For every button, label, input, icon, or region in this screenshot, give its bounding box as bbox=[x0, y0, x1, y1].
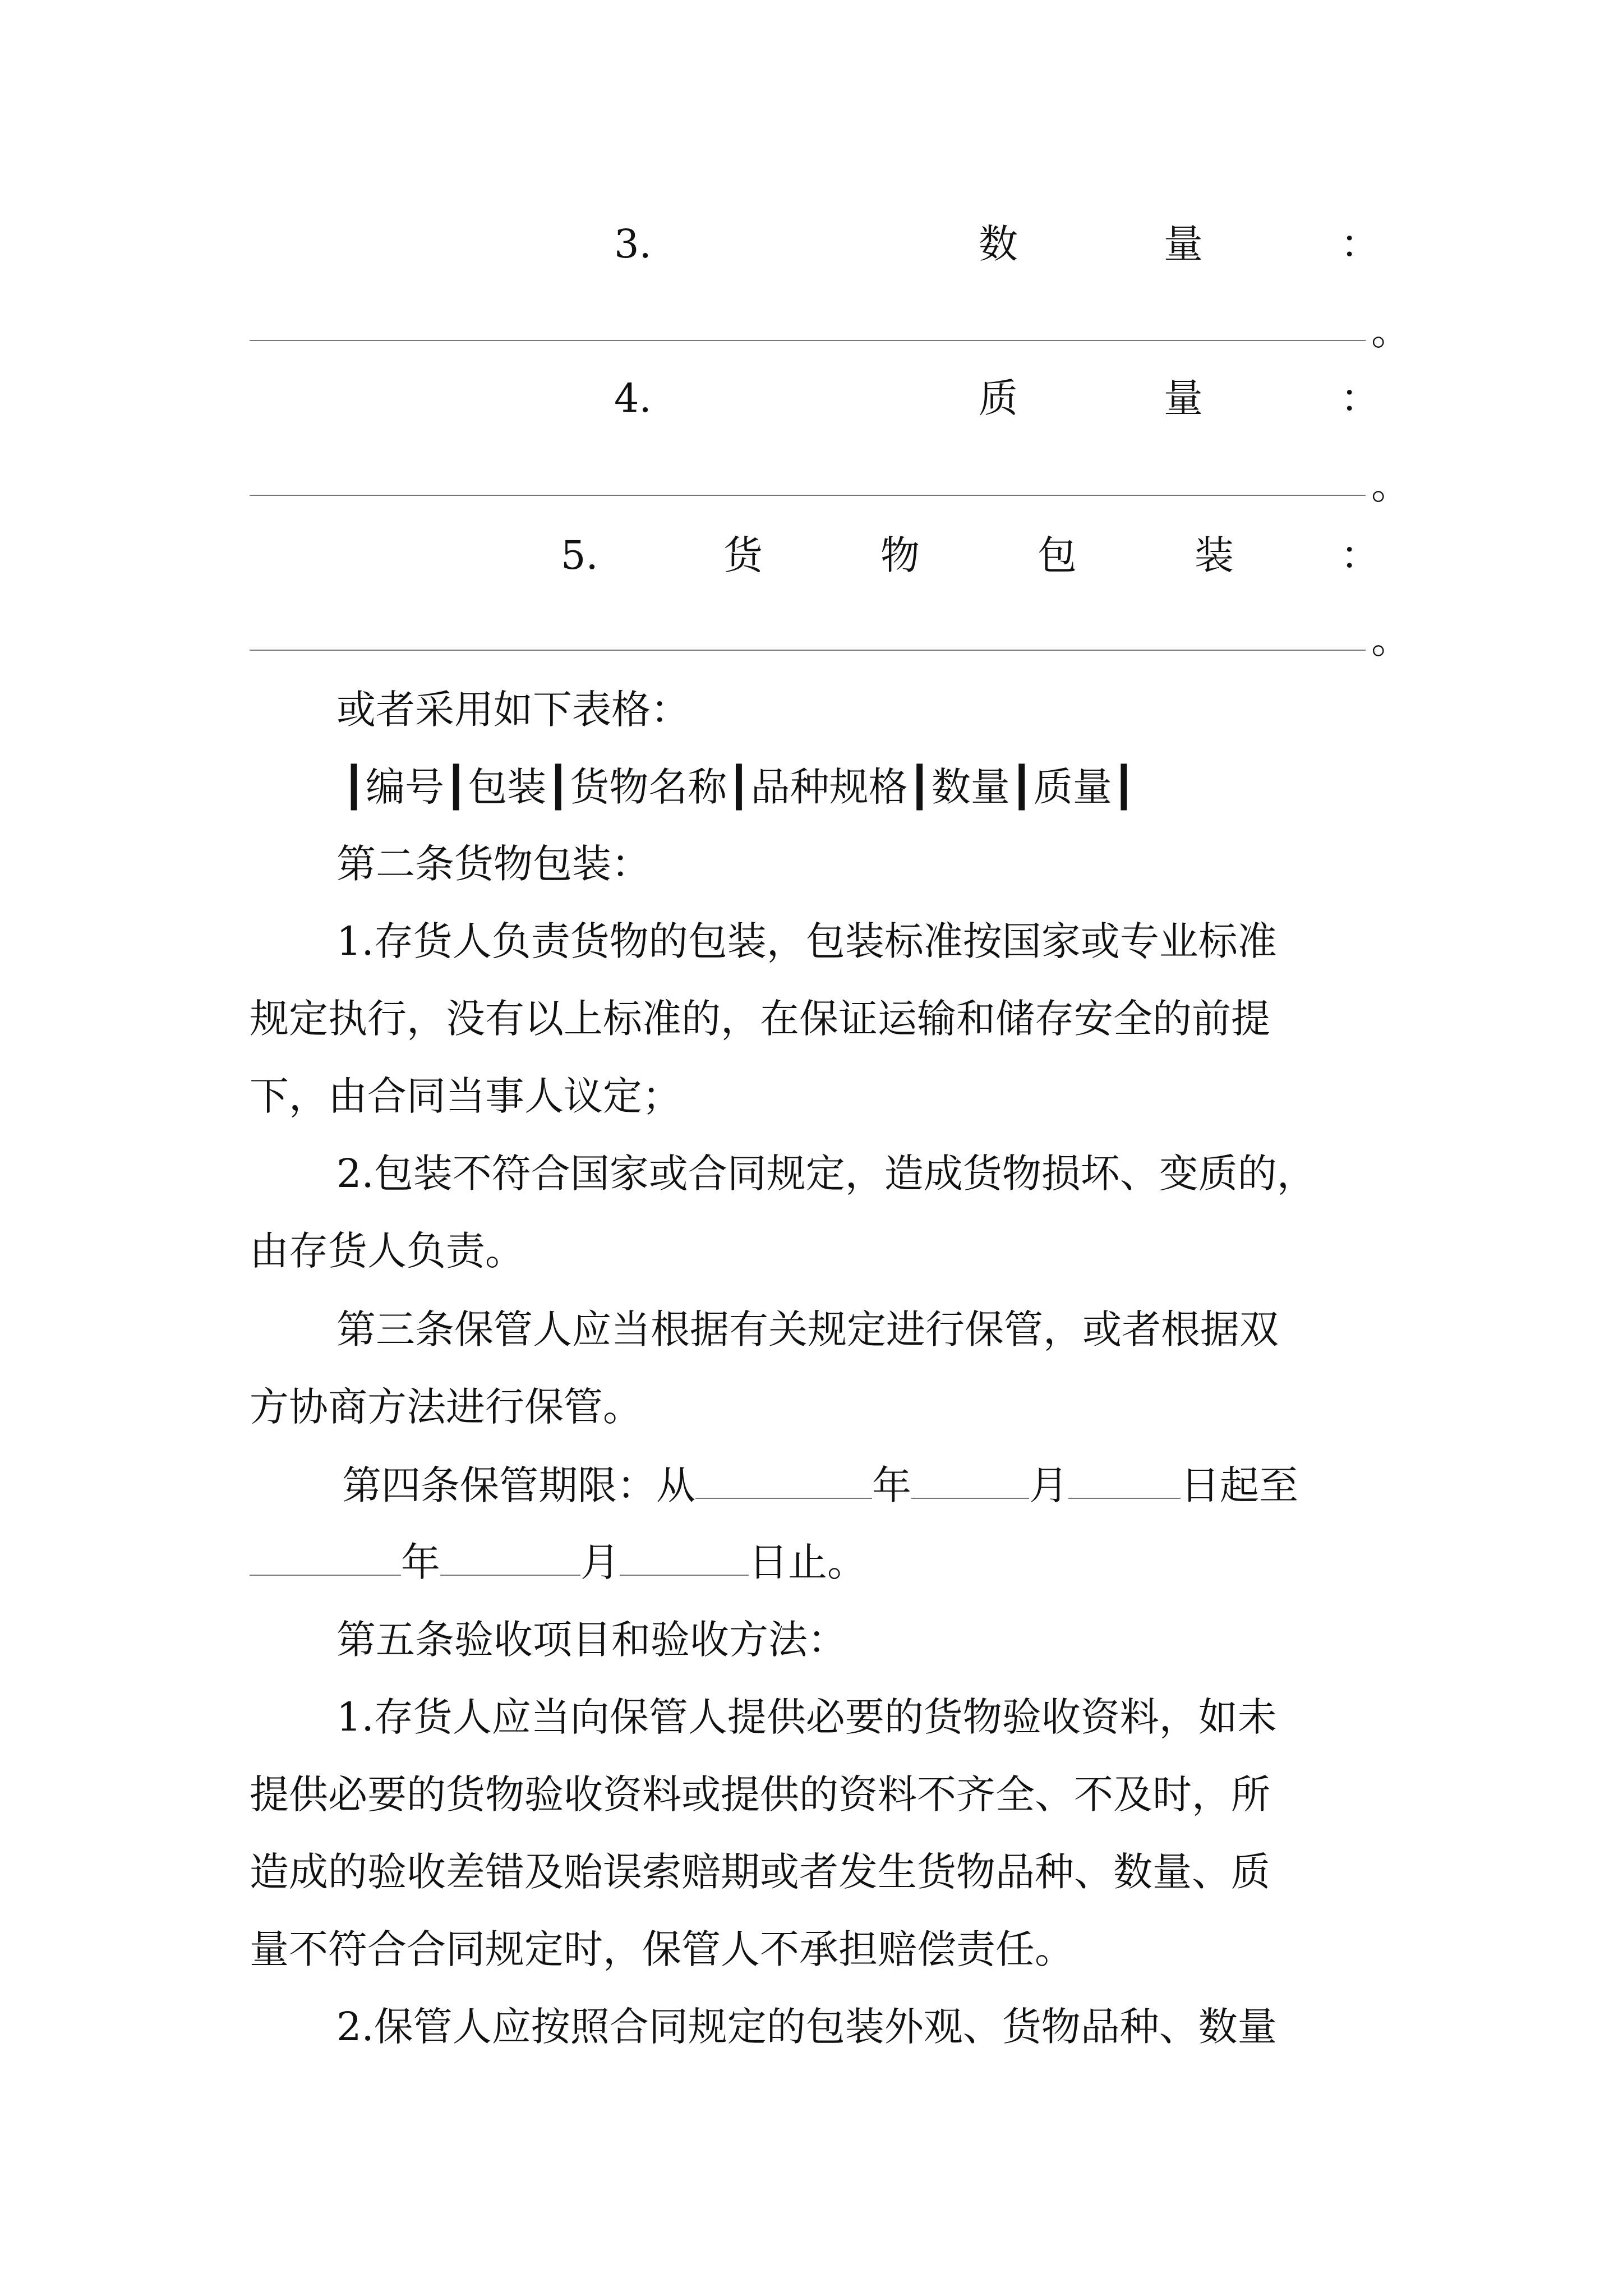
article-2-p1-line2: 规定执行，没有以上标准的，在保证运输和储存安全的前提 bbox=[250, 996, 1270, 1042]
article-4-line2 bbox=[250, 1534, 866, 1590]
item-5-colon: ： bbox=[1340, 532, 1380, 578]
article-3 bbox=[250, 1301, 1394, 1435]
article-5-title: 第五条验收项目和验收方法： bbox=[336, 1617, 847, 1663]
item-5-char-3: 包 bbox=[1038, 532, 1077, 578]
article-2 bbox=[250, 836, 1394, 1279]
item-5-period: 。 bbox=[1371, 616, 1410, 662]
article-3-line2: 方协商方法进行保管。 bbox=[250, 1384, 642, 1430]
end-day-blank[interactable] bbox=[620, 1535, 749, 1576]
article-4-end-month-label: 月 bbox=[580, 1539, 620, 1585]
article-4-day-to-label: 日止。 bbox=[749, 1539, 866, 1585]
article-4-day-from-label: 日起至 bbox=[1181, 1462, 1298, 1508]
article-5-p1-line3: 造成的验收差错及贻误索赔期或者发生货物品种、数量、质 bbox=[250, 1849, 1270, 1895]
article-2-p1-line1: 1.存货人负责货物的包装，包装标准按国家或专业标准 bbox=[336, 918, 1277, 964]
article-2-p2-line1: 2.包装不符合国家或合同规定，造成货物损坏、变质的， bbox=[336, 1151, 1316, 1197]
item-4-char-1: 质 bbox=[979, 375, 1018, 421]
start-year-blank[interactable] bbox=[695, 1458, 872, 1499]
article-2-title: 第二条货物包装： bbox=[336, 841, 651, 887]
start-month-blank[interactable] bbox=[911, 1458, 1029, 1499]
table-header-row: ┃编号┃包装┃货物名称┃品种规格┃数量┃质量┃ bbox=[342, 764, 1136, 810]
item-4-period: 。 bbox=[1371, 462, 1410, 508]
item-5-blank-line bbox=[250, 650, 1366, 651]
article-2-p2-line2: 由存货人负责。 bbox=[250, 1228, 524, 1274]
item-5-char-2: 物 bbox=[880, 532, 920, 578]
article-2-p1-line3: 下，由合同当事人议定； bbox=[250, 1073, 681, 1119]
item-4-blank-line bbox=[250, 495, 1366, 496]
item-5-char-4: 装 bbox=[1195, 532, 1234, 578]
article-5-p2-line1: 2.保管人应按照合同规定的包装外观、货物品种、数量 bbox=[336, 2004, 1277, 2050]
article-4-month-label: 月 bbox=[1029, 1462, 1068, 1508]
end-year-blank[interactable] bbox=[250, 1535, 401, 1576]
item-3-char-1: 数 bbox=[979, 221, 1018, 267]
article-3-line1: 第三条保管人应当根据有关规定进行保管，或者根据双 bbox=[336, 1306, 1279, 1352]
article-5 bbox=[250, 1612, 1394, 2055]
article-4-prefix: 第四条保管期限：从 bbox=[342, 1462, 695, 1508]
article-4-year-label: 年 bbox=[872, 1462, 911, 1508]
article-5-p1-line2: 提供必要的货物验收资料或提供的资料不齐全、不及时，所 bbox=[250, 1772, 1270, 1818]
item-4-number: 4. bbox=[614, 375, 652, 421]
article-5-p1-line4: 量不符合合同规定时，保管人不承担赔偿责任。 bbox=[250, 1926, 1074, 1972]
item-5-char-1: 货 bbox=[723, 532, 763, 578]
article-5-p1-line1: 1.存货人应当向保管人提供必要的货物验收资料，如未 bbox=[336, 1694, 1277, 1740]
item-3-period: 。 bbox=[1371, 308, 1410, 354]
article-4-line1 bbox=[342, 1457, 1298, 1513]
item-3-char-2: 量 bbox=[1164, 221, 1203, 267]
end-month-blank[interactable] bbox=[440, 1535, 580, 1576]
article-4-end-year-label: 年 bbox=[401, 1539, 440, 1585]
item-3-colon: ： bbox=[1340, 221, 1380, 267]
item-3-blank-line bbox=[250, 340, 1366, 341]
table-intro: 或者采用如下表格： bbox=[336, 687, 690, 733]
start-day-blank[interactable] bbox=[1068, 1458, 1181, 1499]
item-5-number: 5. bbox=[561, 532, 598, 578]
item-4-char-2: 量 bbox=[1164, 375, 1203, 421]
item-4-colon: ： bbox=[1340, 375, 1380, 421]
item-3-number: 3. bbox=[614, 221, 652, 267]
